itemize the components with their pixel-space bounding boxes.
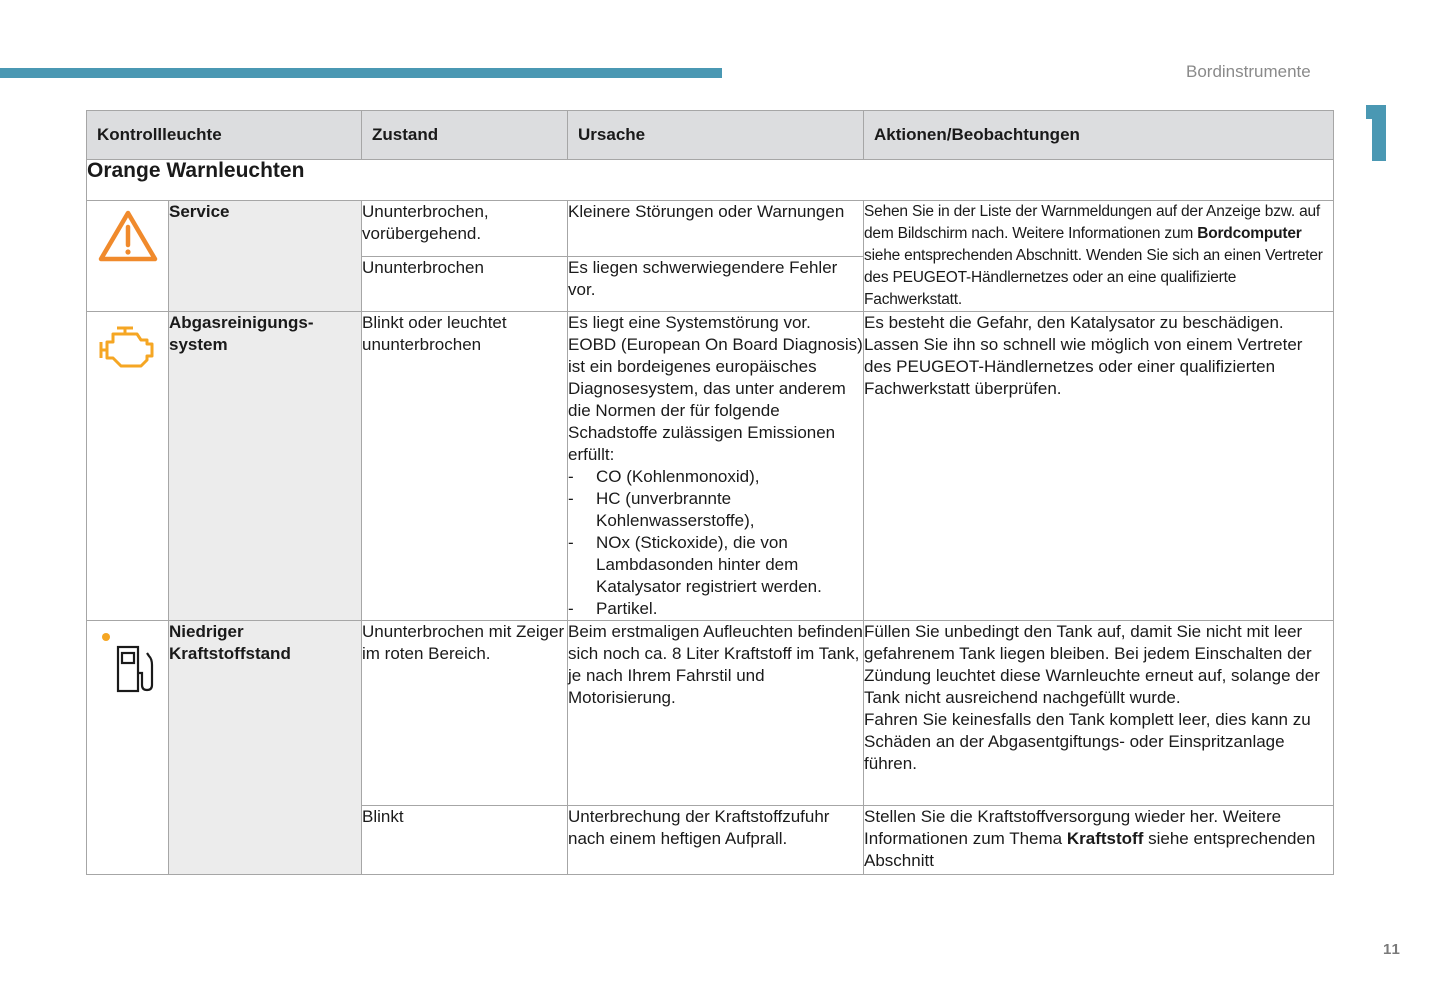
chapter-number <box>1366 105 1396 163</box>
ursache-intro: Es liegt eine Systemstörung vor. EOBD (European On Board Diagnosis) ist ein bordeigenes europäisches Diagnosesystem, das unter anderem die Normen der für folgende Schadstoffe zulässigen Emissionen erfüllt: <box>568 313 863 464</box>
zustand-cell: Ununterbrochen mit Zeiger im roten Bereich. <box>362 621 568 806</box>
list-item-text: HC (unverbrannte Kohlenwasserstoffe), <box>596 489 755 530</box>
name-line: system <box>169 335 228 354</box>
action-cell <box>864 806 1334 875</box>
group-title: Orange Warnleuchten <box>87 160 1334 201</box>
column-header-ursache: Ursache <box>568 111 864 160</box>
page-number: 11 <box>1383 941 1401 958</box>
icon-cell <box>87 312 169 621</box>
list-item-text: NOx (Stickoxide), die von Lambdasonden hinter dem Katalysator registriert werden. <box>596 533 822 596</box>
light-name-service: Service <box>169 201 362 312</box>
status-dot-icon <box>102 633 110 641</box>
column-header-kontrollleuchte: Kontrollleuchte <box>87 111 362 160</box>
table-row <box>87 621 1334 806</box>
ursache-cell: Beim erstmaligen Aufleuchten befinden sich noch ca. 8 Liter Kraftstoff im Tank, je nach Ihrem Fahrstil und Motorisierung. <box>568 621 864 806</box>
chapter-number-glyph <box>1366 105 1396 163</box>
action-cell <box>864 621 1334 806</box>
action-text: Lassen Sie ihn so schnell wie möglich von einem Vertreter des PEUGEOT-Händlernetzes oder einer qualifizierten Fachwerkstatt überprüfen. <box>864 335 1303 398</box>
fuel-pump-icon <box>93 629 163 697</box>
list-item-text: Partikel. <box>596 599 658 618</box>
warning-lights-table <box>86 110 1334 875</box>
action-link-bordcomputer: Bordcomputer <box>1197 225 1302 242</box>
light-name-kraftstoff <box>169 621 362 875</box>
list-item: - CO (Kohlenmonoxid), <box>568 467 760 486</box>
icon-cell <box>87 201 169 312</box>
table-header-row <box>87 111 1334 160</box>
action-text: Stellen Sie die Kraftstoffversorgung wieder her. Weitere Informationen zum Thema <box>864 807 1282 848</box>
header-accent-bar <box>0 68 722 78</box>
action-cell <box>864 312 1334 621</box>
action-text: Sehen Sie in der Liste der Warnmeldungen auf der Anzeige bzw. auf dem Bildschirm nach. Weitere Informationen zum <box>864 203 1321 242</box>
ursache-cell: Es liegen schwerwiegendere Fehler vor. <box>568 257 864 312</box>
list-item: - Partikel. <box>568 599 658 618</box>
table-row <box>87 312 1334 621</box>
list-item: - NOx (Stickoxide), die von Lambdasonden hinter dem Katalysator registriert werden. <box>568 533 822 596</box>
action-text: Fahren Sie keinesfalls den Tank komplett leer, dies kann zu Schäden an der Abgasentgiftungs- oder Einspritzanlage führen. <box>864 710 1311 773</box>
table-row <box>87 201 1334 257</box>
name-line: Abgasreinigungs- <box>169 313 314 332</box>
name-line: Kraftstoffstand <box>169 644 291 663</box>
ursache-cell: Kleinere Störungen oder Warnungen <box>568 201 864 257</box>
zustand-cell: Ununterbrochen, vorübergehend. <box>362 201 568 257</box>
action-text: siehe entsprechenden Abschnitt <box>864 829 1316 870</box>
engine-icon <box>97 324 159 368</box>
section-title: Bordinstrumente <box>1186 62 1311 81</box>
light-name-abgasreinigung <box>169 312 362 621</box>
action-text: Füllen Sie unbedingt den Tank auf, damit Sie nicht mit leer gefahrenem Tank liegen bleiben. Bei jedem Einschalten der Zündung leuchtet diese Warnleuchte erneut auf, solange der Tank nicht ausreichend nachgefüllt wurde. <box>864 622 1320 707</box>
icon-cell <box>87 621 169 875</box>
ursache-cell <box>568 312 864 621</box>
zustand-cell: Blinkt <box>362 806 568 875</box>
list-item: - HC (unverbrannte Kohlenwasserstoffe), <box>568 489 755 530</box>
action-text: Es besteht die Gefahr, den Katalysator zu beschädigen. <box>864 313 1284 332</box>
pollutant-list <box>568 466 863 620</box>
warning-triangle-icon <box>97 209 159 263</box>
zustand-cell: Blinkt oder leuchtet ununterbrochen <box>362 312 568 621</box>
name-line: Niedriger <box>169 622 244 641</box>
zustand-cell: Ununterbrochen <box>362 257 568 312</box>
action-text: siehe entsprechenden Abschnitt. Wenden Sie sich an einen Vertreter des PEUGEOT-Händlernetzes oder an eine qualifizierte Fachwerkstatt. <box>864 247 1323 308</box>
ursache-cell: Unterbrechung der Kraftstoffzufuhr nach einem heftigen Aufprall. <box>568 806 864 875</box>
column-header-zustand: Zustand <box>362 111 568 160</box>
group-row <box>87 160 1334 201</box>
column-header-aktionen: Aktionen/Beobachtungen <box>864 111 1334 160</box>
list-item-text: CO (Kohlenmonoxid), <box>596 467 760 486</box>
action-cell <box>864 201 1334 312</box>
action-link-kraftstoff: Kraftstoff <box>1066 829 1144 848</box>
